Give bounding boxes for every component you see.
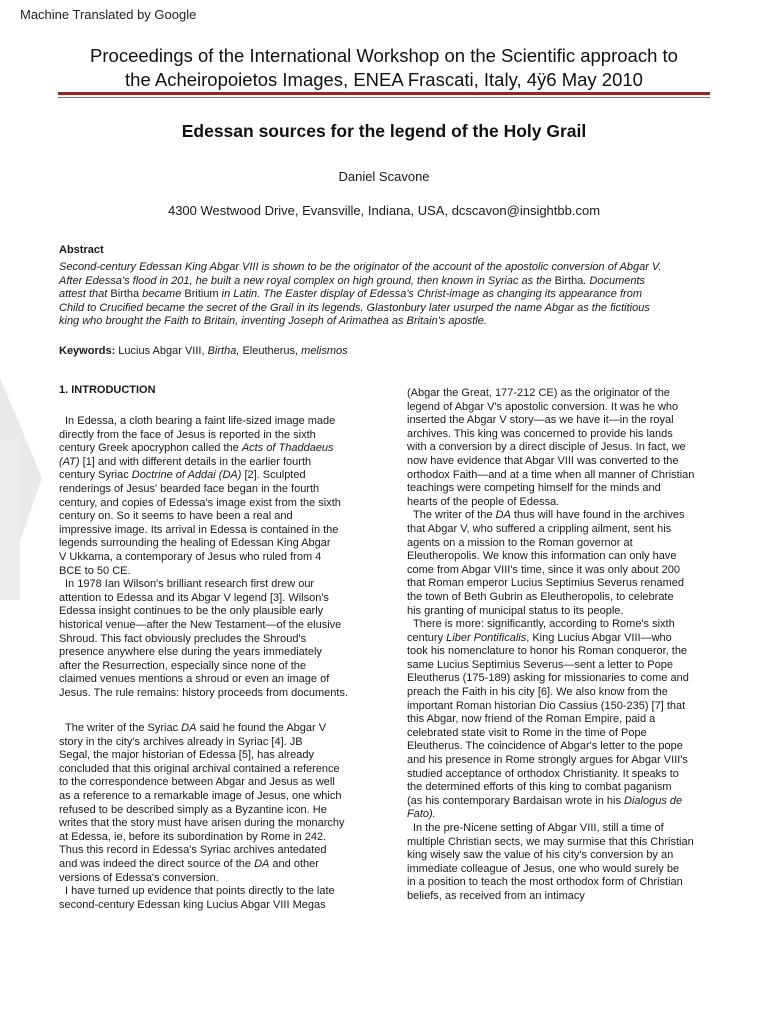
keyword: melismos [301, 345, 348, 357]
text-line: versions of Edessa's conversion. [59, 871, 219, 884]
text-run: century [407, 631, 447, 644]
text-line: claimed venues mentions a shroud or even an image of [59, 673, 330, 686]
text-line: In 1978 Ian Wilson's brilliant research first drew our [65, 578, 315, 591]
text-line: writes that the story must have arisen during the monarchy [59, 817, 345, 830]
text-line: Jesus. The rule remains: history proceeds from documents. [59, 686, 348, 699]
text-line: second-century Edessan king Lucius Abgar VIII Megas [59, 898, 326, 911]
text-line: with a conversion by a direct disciple of Jesus. In fact, we [407, 441, 686, 454]
text-line: BCE to 50 CE. [59, 564, 131, 577]
text-line: presence anywhere else during the years immediately [59, 646, 322, 659]
text-run: DA [495, 509, 511, 522]
paper-title: Edessan sources for the legend of the Holy Grail [181, 121, 587, 141]
text-line [59, 469, 377, 483]
text-run: (AT) [59, 455, 80, 468]
abstract-line: king who brought the Faith to Britain, inventing Joseph of Arimathea as Britain's apostle. [59, 315, 487, 328]
text-line: and his presence in Rome strongly argues for Abgar VIII's [407, 754, 688, 767]
text-line: preach the Faith in his city [6]. We also know from the [407, 686, 668, 699]
text-line: this Abgar, now friend of the Roman Empire, paid a [407, 713, 656, 726]
text-run: DA [254, 857, 270, 870]
text-line: century on. So it seems to have been a real and [59, 510, 293, 523]
paper-author: Daniel Scavone [338, 169, 430, 184]
abstract-term: Birtha [554, 274, 584, 287]
text-line: story in the city's archives already in Syriac [4]. JB [59, 735, 303, 748]
proceedings-header [40, 44, 728, 92]
text-line: legends surrounding the healing of Edessan King Abgar [59, 537, 331, 550]
text-line: Thus this record in Edessa's Syriac archives antedated [59, 844, 327, 857]
text-line: come from Abgar VIII's time, since it was only about 200 [407, 563, 680, 576]
text-line: refused to be described simply as a Byzantine icon. He [59, 803, 327, 816]
text-line: the town of Beth Gubrin as Eleutheropolis, to celebrate [407, 590, 674, 603]
text-run: The writer of the Syriac [65, 722, 182, 734]
text-line [407, 808, 725, 822]
abstract-term: Britium [184, 288, 219, 301]
text-line: (Abgar the Great, 177-212 CE) as the originator of the [407, 387, 670, 399]
header-rule-thin [58, 97, 710, 98]
text-run: [1] and with different details in the earlier fourth [79, 455, 312, 468]
text-line [59, 722, 377, 736]
abstract-text: in Latin. The Easter display of Edessa's Christ-image as changing its appearance from [218, 288, 642, 301]
text-line: after the Resurrection, especially since none of the [59, 659, 307, 672]
text-line: hearts of the people of Edessa. [407, 495, 560, 508]
machine-translated-label: Machine Translated by Google [20, 7, 197, 22]
text-line: teachings were competing himself for the minds and [407, 482, 661, 495]
abstract-term: Birtha [110, 288, 140, 301]
text-run: Dialogus de [624, 794, 683, 807]
text-run: The writer of the [413, 509, 496, 522]
text-run: said he found the Abgar V [196, 722, 327, 734]
text-run: Fato). [407, 808, 436, 821]
text-line: agents on a mission to the Roman governor at [407, 536, 633, 549]
left-column-para-1 [59, 415, 377, 700]
text-line: took his nomenclature to honor his Roman conqueror, the [407, 645, 688, 658]
text-line: renderings of Jesus' bearded face began in the fourth [59, 482, 320, 495]
right-column [407, 387, 725, 904]
text-run: Acts of Thaddaeus [241, 442, 334, 455]
text-line: I have turned up evidence that points directly to the late [65, 885, 335, 898]
text-line: In the pre-Nicene setting of Abgar VIII, still a time of [413, 822, 664, 834]
abstract-text: After Edessa's flood in 201, he built a new royal complex on high ground, then known in Syriac as the [59, 274, 555, 287]
abstract-body [59, 261, 719, 329]
text-line: that Roman emperor Lucius Septimius Severus renamed [407, 577, 684, 590]
text-line: historical venue—after the New Testament—of the elusive [59, 618, 342, 631]
text-line: in a position to teach the most orthodox form of Christian [407, 876, 683, 889]
left-column-para-3 [59, 722, 377, 912]
text-line: king wisely saw the value of his city's conversion by an [407, 849, 674, 862]
translation-banner [0, 0, 768, 30]
text-line: Shroud. This fact obviously precludes the Shroud's [59, 632, 307, 645]
text-line: Edessa insight continues to be the only plausible early [59, 605, 324, 618]
text-run: century Syriac [59, 469, 132, 482]
proceedings-line-2: the Acheiropoietos Images, ENEA Frascati, Italy, 4ÿ6 May 2010 [125, 69, 643, 90]
keyword: Lucius Abgar VIII, [115, 345, 208, 357]
text-line: century, and copies of Edessa's image exist from the sixth [59, 496, 341, 509]
text-line: studied acceptance of orthodox Christianity. It speaks to [407, 767, 679, 780]
text-run: , King Lucius Abgar VIII—who [526, 631, 672, 644]
section-heading-introduction: 1. INTRODUCTION [59, 384, 156, 396]
abstract-line [59, 275, 719, 289]
text-line: that Abgar V, who suffered a crippling ailment, sent his [407, 522, 672, 535]
text-line: archives. This king was concerned to provide his lands [407, 427, 673, 440]
text-run: (as his contemporary Bardaisan wrote in his [407, 794, 625, 807]
text-line [59, 858, 377, 872]
text-line: V Ukkama, a contemporary of Jesus who ruled from 4 [59, 550, 322, 563]
text-run: DA [181, 722, 197, 734]
text-line: impressive image. Its arrival in Edessa is contained in the [59, 523, 339, 536]
abstract-text: became [139, 288, 185, 301]
text-run: century Greek apocryphon called the [59, 442, 242, 455]
text-line: Segal, the major historian of Edessa [5], has already [59, 749, 314, 762]
text-line [407, 509, 725, 523]
text-run: Liber Pontificalis [446, 631, 527, 644]
text-line [59, 442, 377, 456]
text-line: directly from the face of Jesus is reported in the sixth [59, 428, 316, 441]
text-line: the determined efforts of this king to combat paganism [407, 781, 672, 794]
text-line: at Edessa, ie, before its subordination by Rome in 242. [59, 830, 327, 843]
text-line: immediate colleague of Jesus, one who would surely be [407, 862, 680, 875]
abstract-text: attest that [59, 288, 111, 301]
text-line: There is more: significantly, according to Rome's sixth [413, 618, 675, 631]
keywords [59, 345, 719, 357]
watermark-shape-lower [0, 440, 20, 600]
keywords-label: Keywords: [59, 345, 116, 357]
text-line: celebrated state visit to Rome in the time of Pope [407, 726, 647, 739]
text-line: attention to Edessa and its Abgar V legend [3]. Wilson's [59, 591, 329, 604]
keyword: Birtha, [207, 345, 240, 357]
text-run: thus will have found in the archives [510, 509, 685, 522]
keyword: Eleutherus, [239, 345, 302, 357]
text-line: as a reference to a remarkable image of Jesus, one which [59, 789, 342, 802]
text-run: and other [269, 857, 319, 870]
text-line: Eleutherus. The coincidence of Abgar's letter to the pope [407, 740, 683, 753]
proceedings-line-1: Proceedings of the International Workshop on the Scientific approach to [90, 45, 678, 66]
text-line: important Roman historian Dio Cassius (150-235) [7] that [407, 699, 686, 712]
text-line: to the correspondence between Abgar and Jesus as well [59, 776, 335, 789]
abstract-line [59, 288, 719, 302]
text-line [407, 795, 725, 809]
text-line: his granting of municipal status to its people. [407, 604, 624, 617]
text-line: In Edessa, a cloth bearing a faint life-sized image made [65, 415, 336, 427]
text-line: orthodox Faith—and at a time when all manner of Christian [407, 468, 695, 481]
abstract-line: Child to Crucified became the secret of the Grail in its legends. Glastonbury later usurped the name Abgar as the fictitious [59, 301, 650, 314]
abstract-heading: Abstract [59, 244, 104, 256]
text-line: legend of Abgar V's apostolic conversion. It was he who [407, 400, 679, 413]
abstract-text: . Documents [583, 274, 646, 287]
text-line [59, 456, 377, 470]
text-run: Doctrine of Addai (DA) [131, 469, 242, 482]
text-line: same Lucius Septimius Severus—sent a letter to Pope [407, 658, 673, 671]
text-line: concluded that this original archival contained a reference [59, 762, 340, 775]
text-run: and was indeed the direct source of the [59, 857, 255, 870]
text-line: inserted the Abgar V story—as we have it—in the royal [407, 414, 674, 427]
text-line: now have evidence that Abgar VIII was converted to the [407, 454, 679, 467]
text-line: beliefs, as received from an intimacy [407, 889, 585, 902]
header-rule-thick [58, 92, 710, 95]
abstract-line: Second-century Edessan King Abgar VIII is shown to be the originator of the account of the apostolic conversion of Abgar V. [59, 261, 662, 273]
text-line: multiple Christian sects, we may surmise that this Christian [407, 835, 694, 848]
text-run: [2]. Sculpted [241, 469, 306, 482]
author-address: 4300 Westwood Drive, Evansville, Indiana, USA, dcscavon@insightbb.com [167, 203, 601, 218]
text-line: Eleutherus (175-189) asking for missionaries to come and [407, 672, 689, 685]
text-line [407, 632, 725, 646]
text-line: Eleutheropolis. We know this information can only have [407, 550, 677, 563]
